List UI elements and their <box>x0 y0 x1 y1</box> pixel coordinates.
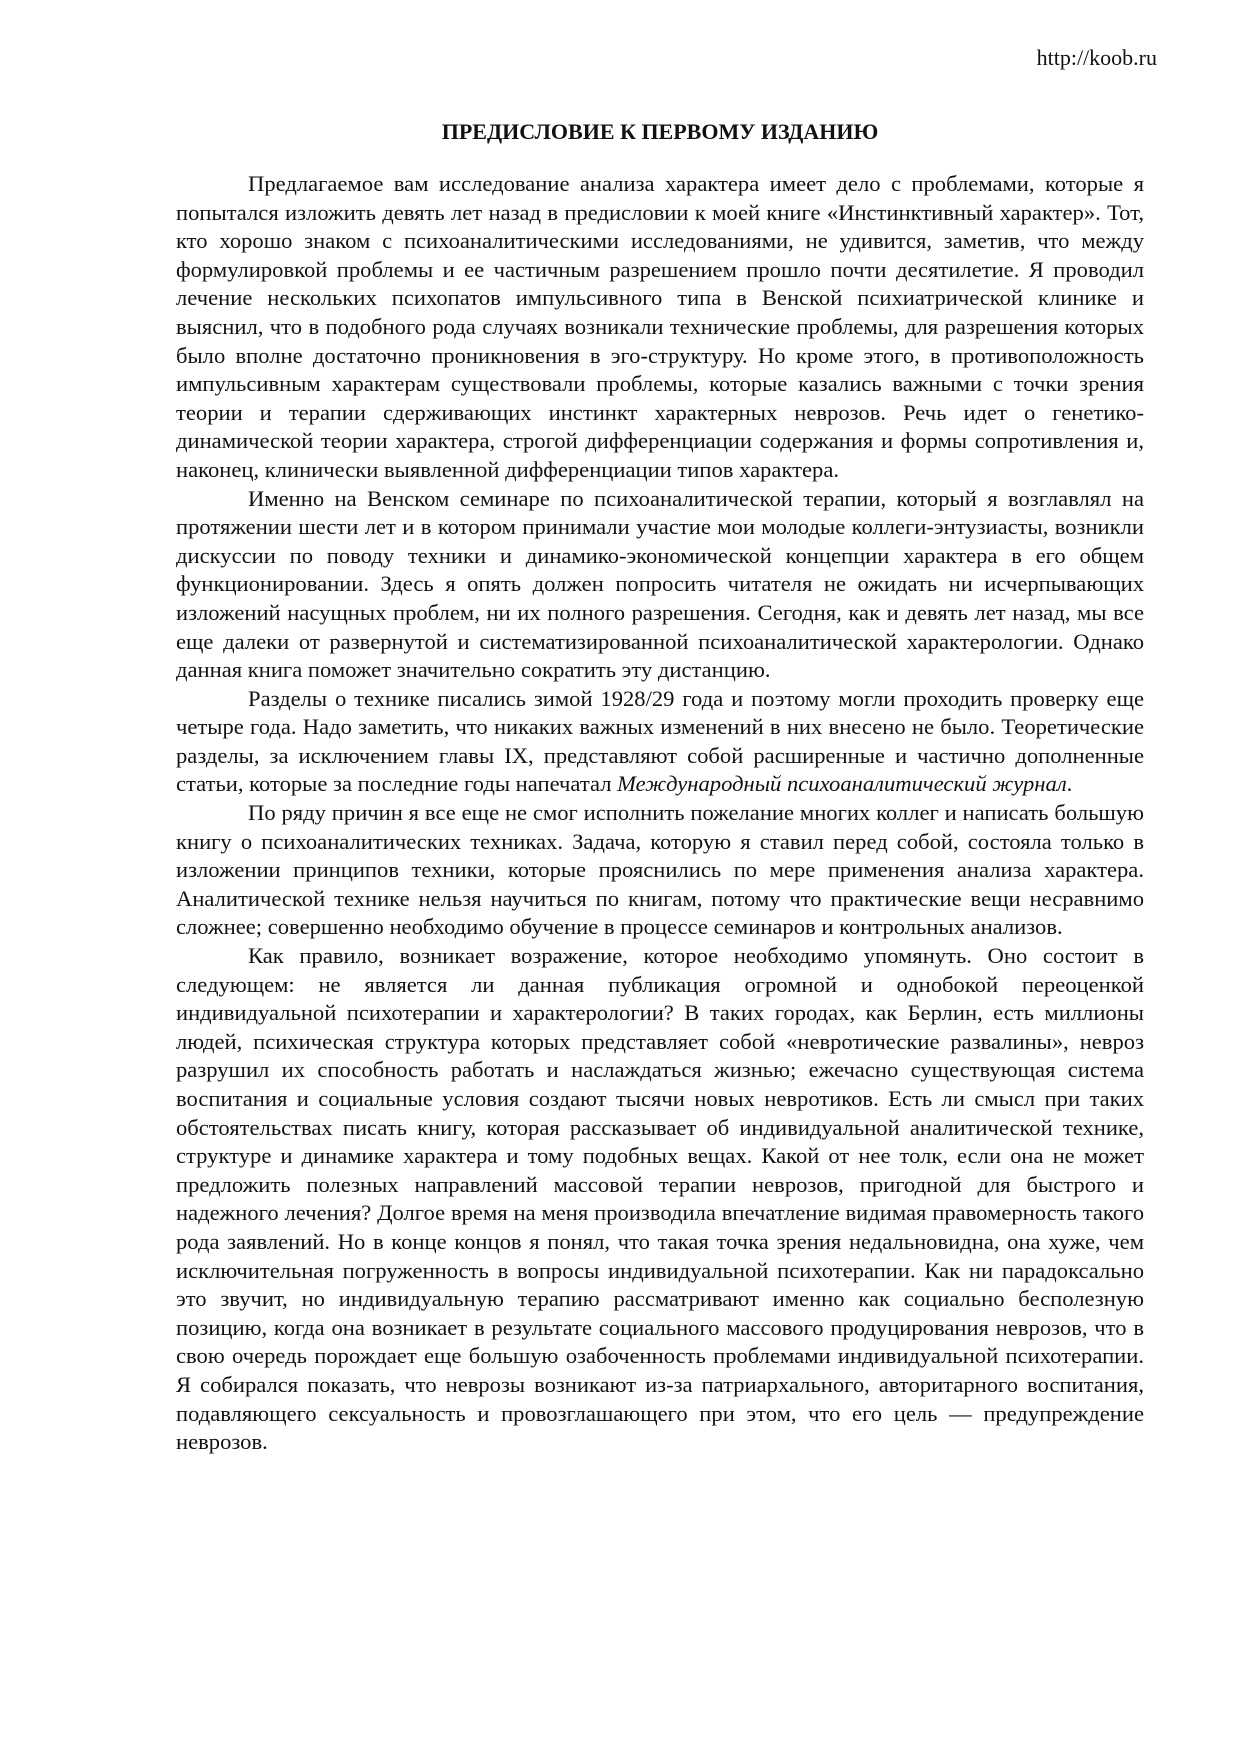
paragraph: По ряду причин я все еще не смог исполнить пожелание многих коллег и написать большую книгу о психоаналитических техниках. Задача, которую я ставил перед собой, состояла только в изложении принципов техники, которые прояснились по мере применения анализа характера. Аналитической технике нельзя научиться по книгам, потому что практические вещи несравнимо сложнее; совершенно необходимо обучение в процессе семинаров и контрольных анализов. <box>176 800 1144 940</box>
paragraph-tail: . <box>1066 771 1073 797</box>
paragraph: Предлагаемое вам исследование анализа характера имеет дело с проблемами, которые я попытался изложить девять лет назад в предисловии к моей книге «Инстинктивный характер». Тот, кто хорошо знаком с психоаналитическими исследованиями, не удивится, заметив, что между формулировкой проблемы и ее частичным разрешением прошло почти десятилетие. Я проводил лечение нескольких психопатов импульсивного типа в Венской психиатрической клинике и выяснил, что в подобного рода случаях возникали технические проблемы, для разрешения которых было вполне достаточно проникновения в эго-структуру. Но кроме этого, в противоположность импульсивным характерам существовали проблемы, которые казались важными с точки зрения теории и терапии сдерживающих инстинкт характерных неврозов. Речь идет о генетико-динамической теории характера, строгой дифференциации содержания и формы сопротивления и, наконец, клинически выявленной дифференциации типов характера. <box>176 171 1144 482</box>
paragraph: Как правило, возникает возражение, которое необходимо упомянуть. Оно состоит в следующем: не является ли данная публикация огромной и однобокой переоценкой индивидуальной психотерапии и характерологии? В таких городах, как Берлин, есть миллионы людей, психическая структура которых представляет собой «невротические развалины», невроз разрушил их способность работать и наслаждаться жизнью; ежечасно существующая система воспитания и социальные условия создают тысячи новых невротиков. Есть ли смысл при таких обстоятельствах писать книгу, которая рассказывает об индивидуальной аналитической технике, структуре и динамике характера и тому подобных вещах. Какой от нее толк, если она не может предложить полезных направлений массовой терапии неврозов, пригодной для быстрого и надежного лечения? Долгое время на меня производила впечатление видимая правомерность такого рода заявлений. Но в конце концов я понял, что такая точка зрения недальновидна, она хуже, чем исключительная погруженность в вопросы индивидуальной психотерапии. Как ни парадоксально это звучит, но индивидуальную терапию рассматривают именно как социально бесполезную позицию, когда она возникает в результате социального массового продуцирования неврозов, что в свою очередь порождает еще большую озабоченность проблемами индивидуальной психотерапии. Я собирался показать, что неврозы возникают из-за патриархального, авторитарного воспитания, подавляющего сексуальность и провозглашающего при этом, что его цель — предупреждение неврозов. <box>176 943 1144 1455</box>
journal-title: Международный психоаналитический журнал <box>617 771 1067 797</box>
paragraph: Именно на Венском семинаре по психоаналитической терапии, который я возглавлял на протяжении шести лет и в котором принимали участие мои молодые коллеги-энтузиасты, возникли дискуссии по поводу техники и динамико-экономической концепции характера в его общем функционировании. Здесь я опять должен попросить читателя не ожидать ни исчерпывающих изложений насущных проблем, ни их полного разрешения. Сегодня, как и девять лет назад, мы все еще далеки от развернутой и систематизированной психоаналитической характерологии. Однако данная книга поможет значительно сократить эту дистанцию. <box>176 485 1144 683</box>
paragraph <box>176 685 1144 799</box>
page-title: ПРЕДИСЛОВИЕ К ПЕРВОМУ ИЗДАНИЮ <box>441 119 879 144</box>
paragraph-text: Разделы о технике писались зимой 1928/29 года и поэтому могли проходить проверку еще четыре года. Надо заметить, что никаких важных изменений в них внесено не было. Теоретические разделы, за исключением главы IX, представляют собой расширенные и частично дополненные статьи, которые за последние годы напечатал <box>176 685 1144 797</box>
source-url[interactable]: http://koob.ru <box>1036 45 1157 70</box>
body-text <box>176 170 1144 1457</box>
